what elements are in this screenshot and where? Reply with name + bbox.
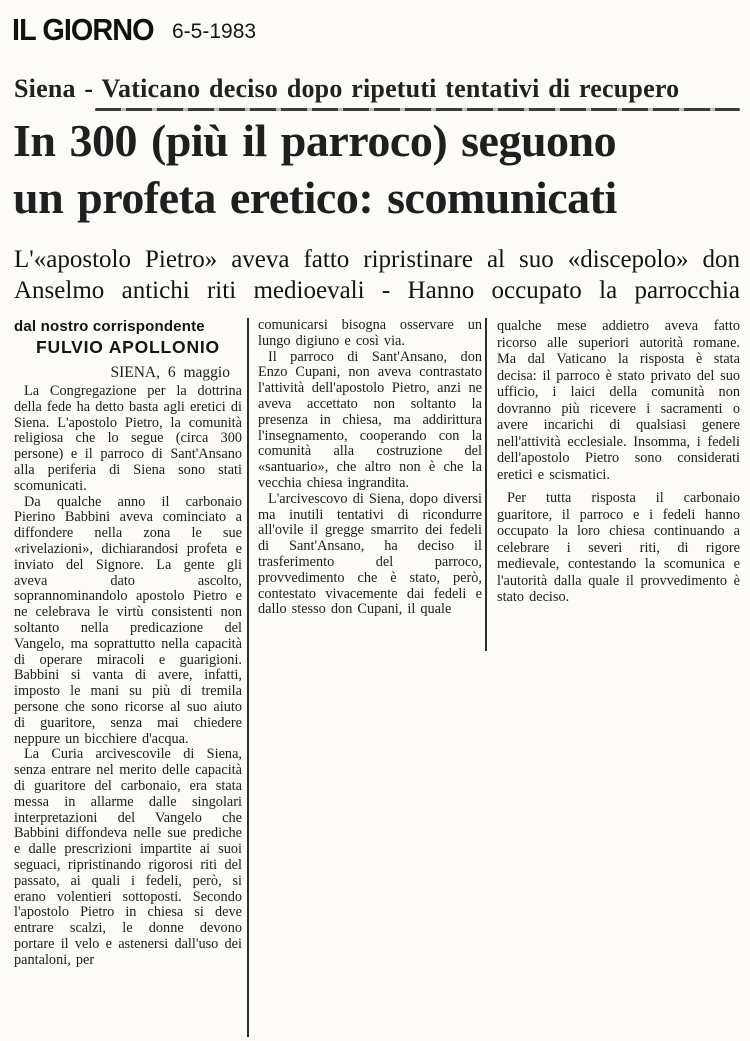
paragraph: Il parroco di Sant'Ansano, don Enzo Cupani, non aveva contrastato l'attività dell'apostolo Pietro, anzi ne aveva accettato non soltanto la presenza in chiesa, ma addirittura l'insegnamento, cooperando con la comunità alla costruzione del «santuario», che altro non è che la vecchia chiesa ingrandita. (258, 348, 482, 491)
paragraph: La Congregazione per la dottrina della fede ha detto basta agli eretici di Siena. L'apostolo Pietro, la comunità religiosa che lo segue (circa 300 persone) e il parroco di Sant'Ansano alla periferia di Siena sono stati scomunicati. (14, 383, 242, 494)
paragraph: L'arcivescovo di Siena, dopo diversi ma inutili tentativi di ricondurre all'ovile il gregge smarrito dei fedeli di Sant'Ansano, ha deciso il trasferimento del parroco, provvedimento che è stato, però, contestato vivacemente dai fedeli e dallo stesso don Cupani, il quale (258, 490, 482, 618)
main-headline (13, 112, 745, 226)
column-divider-rule-1 (247, 318, 249, 1037)
subheadline: L'«apostolo Pietro» aveva fatto ripristinare al suo «discepolo» don Anselmo antichi riti medioevali - Hanno occupato la parrocchia (14, 246, 740, 304)
article-column-3 (497, 318, 740, 606)
kicker-underline-rule (95, 108, 740, 111)
paragraph: Per tutta risposta il carbonaio guaritore, il parroco e i fedeli hanno occupato la loro chiesa continuando a celebrare i severi riti, di rigore medievale, contestando la scomunica e l'autorità dalla quale il provvedimento è stato deciso. (497, 490, 740, 605)
publication-date: 6-5-1983 (172, 20, 257, 43)
article-column-2 (258, 318, 482, 618)
newspaper-masthead: IL GIORNO (12, 12, 154, 47)
paragraph: comunicarsi bisogna osservare un lungo digiuno e così via. (258, 317, 482, 349)
paragraph: qualche mese addietro aveva fatto ricorso alle superiori autorità romane. Ma dal Vaticano la risposta è stata decisa: il parroco è stato privato del suo ufficio, i laici della comunità non dovranno più ricevere i sacramenti o avere incarichi di qualsiasi genere nell'attività ecclesiale. Insomma, i fedeli dell'apostolo Pietro sono considerati eretici e scismatici. (497, 318, 740, 483)
kicker-headline: Siena - Vaticano deciso dopo ripetuti tentativi di recupero (14, 74, 680, 103)
dateline: SIENA, 6 maggio (110, 364, 230, 381)
byline-label: dal nostro corrispondente (14, 318, 205, 335)
column-divider-rule-2 (485, 318, 487, 651)
byline-author: FULVIO APOLLONIO (36, 337, 220, 357)
paragraph: La Curia arcivescovile di Siena, senza entrare nel merito delle capacità di guaritore del carbonaio, era stata messa in allarme dalle singolari interpretazioni del Vangelo che Babbini diffondeva nelle sue prediche e dalle prescrizioni impartite ai suoi seguaci, ripristinando rigorosi riti del passato, ai quali i fedeli, però, si erano volentieri sottoposti. Secondo l'apostolo Pietro in chiesa si deve entrare scalzi, le donne devono portare il velo e astenersi dall'uso dei pantaloni, per (14, 746, 242, 968)
headline-line-1: In 300 (più il parroco) seguono (13, 115, 617, 166)
paragraph: Da qualche anno il carbonaio Pierino Babbini aveva cominciato a diffondere nella zona le sue «rivelazioni», dichiarandosi profeta e inviato del Signore. La gente gli aveva dato ascolto, soprannominandolo apostolo Pietro e ne celebrava le virtù consistenti non soltanto nella predicazione del Vangelo, ma soprattutto nella capacità di operare miracoli e guarigioni. Babbini si vanta di avere, infatti, imposto le mani su più di tremila persone che sono ricorse al suo aiuto di guaritore, senza mai chiedere neppure un bicchiere d'acqua. (14, 493, 242, 747)
article-column-1 (14, 318, 242, 968)
headline-line-2: un profeta eretico: scomunicati (13, 172, 617, 223)
article-body (14, 318, 742, 1037)
